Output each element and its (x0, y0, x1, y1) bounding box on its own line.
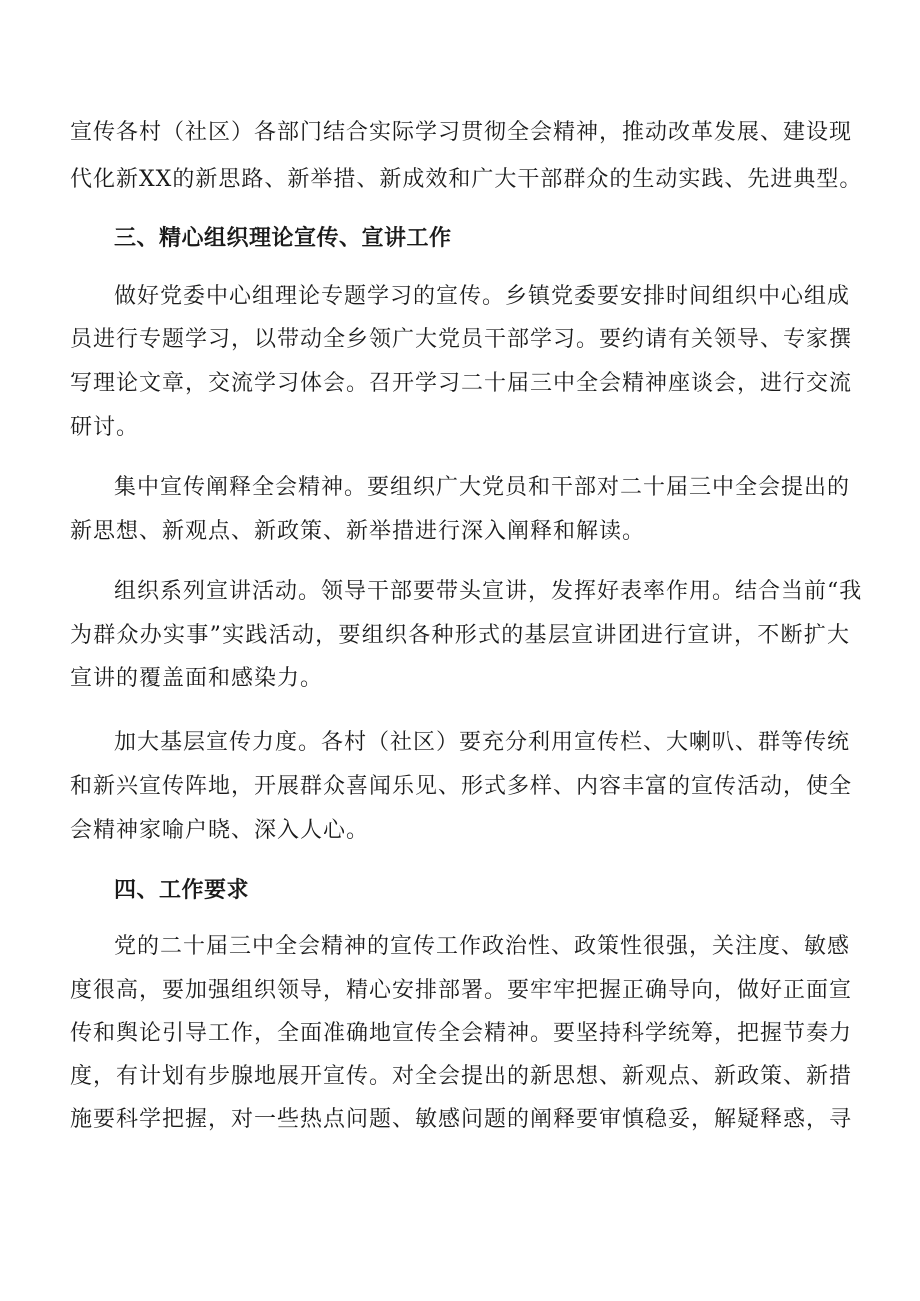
paragraph-line: 做好党委中心组理论专题学习的宣传。乡镇党委要安排时间组织中心组成 (114, 284, 851, 309)
paragraph-line: 新思想、新观点、新政策、新举措进行深入阐释和解读。 (70, 519, 646, 544)
paragraph-line: 度，有计划有步腺地展开宣传。对全会提出的新思想、新观点、新政策、新措 (70, 1064, 853, 1089)
section-heading-4: 四、工作要求 (114, 878, 250, 903)
paragraph-line: 会精神家喻户晓、深入人心。 (70, 818, 370, 843)
intro-line-2: 代化新XX的新思路、新举措、新成效和广大干部群众的生动实践、先进典型。 (70, 167, 863, 192)
paragraph-line: 组织系列宣讲活动。领导干部要带头宣讲，发挥好表率作用。结合当前“我 (114, 579, 863, 604)
section-heading-3: 三、精心组织理论宣传、宣讲工作 (114, 226, 452, 251)
intro-line-1: 宣传各村（社区）各部门结合实际学习贯彻全会精神，推动改革发展、建设现 (70, 120, 853, 145)
paragraph-line: 加大基层宣传力度。各村（社区）要充分利用宣传栏、大喇叭、群等传统 (114, 730, 851, 755)
paragraph-line: 度很高，要加强组织领导，精心安排部署。要牢牢把握正确导向，做好正面宣 (70, 978, 853, 1003)
paragraph-line: 员进行专题学习，以带动全乡领广大党员干部学习。要约请有关领导、专家撰 (70, 327, 853, 352)
paragraph-line: 传和舆论引导工作，全面准确地宣传全会精神。要坚持科学统筹，把握节奏力 (70, 1021, 853, 1046)
paragraph-line: 写理论文章，交流学习体会。召开学习二十届三中全会精神座谈会，进行交流 (70, 371, 853, 396)
paragraph-line: 施要科学把握，对一些热点问题、敏感问题的阐释要审慎稳妥，解疑释惑，寻 (70, 1107, 853, 1132)
paragraph-line: 集中宣传阐释全会精神。要组织广大党员和干部对二十届三中全会提出的 (114, 475, 851, 500)
paragraph-line: 和新兴宣传阵地，开展群众喜闻乐见、形式多样、内容丰富的宣传活动，使全 (70, 774, 853, 799)
paragraph-line: 党的二十届三中全会精神的宣传工作政治性、政策性很强，关注度、敏感 (114, 934, 851, 959)
paragraph-line: 为群众办实事”实践活动，要组织各种形式的基层宣讲团进行宣讲，不断扩大 (70, 623, 850, 648)
paragraph-line: 宣讲的覆盖面和感染力。 (70, 666, 324, 691)
paragraph-line: 研讨。 (70, 415, 140, 440)
